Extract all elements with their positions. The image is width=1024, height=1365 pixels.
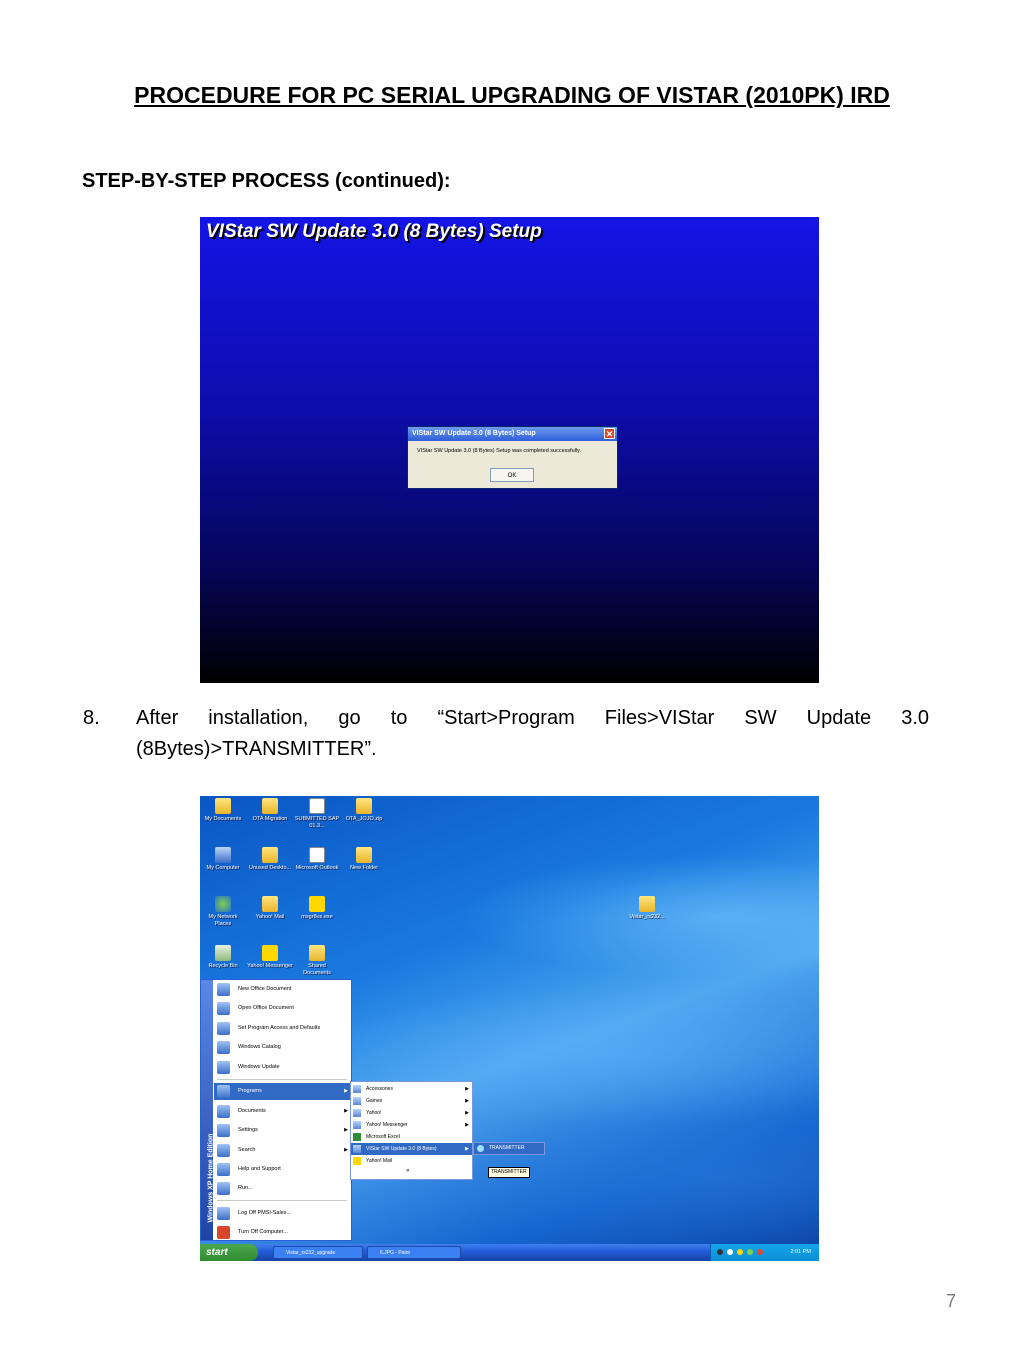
catalog-icon bbox=[217, 1041, 230, 1054]
chevron-right-icon: ▶ bbox=[344, 1088, 348, 1094]
documents-icon bbox=[217, 1105, 230, 1118]
menu-item-programs[interactable]: Programs ▶ bbox=[214, 1083, 351, 1100]
excel-file-icon bbox=[309, 798, 325, 814]
tooltip: TRANSMITTER bbox=[488, 1167, 530, 1178]
menu-item-open-office-document[interactable]: Open Office Document bbox=[214, 1000, 351, 1017]
start-button[interactable]: start bbox=[200, 1244, 258, 1261]
system-tray bbox=[710, 1244, 819, 1261]
menu-item-log-off[interactable]: Log Off PMSI-Sales... bbox=[214, 1205, 351, 1222]
step-number: 8. bbox=[83, 707, 100, 729]
folder-icon bbox=[639, 896, 655, 912]
desktop-icon-ota-jojo-zip[interactable]: OTA_JOJO.zip bbox=[341, 798, 387, 823]
folder-icon bbox=[262, 847, 278, 863]
recycle-bin-icon bbox=[215, 945, 231, 961]
menu-item-windows-catalog[interactable]: Windows Catalog bbox=[214, 1039, 351, 1056]
setup-complete-dialog bbox=[407, 426, 618, 489]
desktop-icon-recycle-bin[interactable]: Recycle Bin bbox=[200, 945, 246, 970]
dialog-title-bar bbox=[408, 427, 617, 441]
submenu-item-vistar[interactable]: VIStar SW Update 3.0 (8 Bytes) ▶ bbox=[351, 1143, 472, 1155]
desktop-icon-ota-migration[interactable]: OTA Migration bbox=[247, 798, 293, 823]
transmitter-icon bbox=[477, 1145, 484, 1152]
menu-divider bbox=[217, 1079, 347, 1080]
folder-icon bbox=[356, 847, 372, 863]
page-number: 7 bbox=[946, 1291, 957, 1311]
menu-item-new-office-document[interactable]: New Office Document bbox=[214, 981, 351, 998]
menu-item-help-support[interactable]: Help and Support bbox=[214, 1161, 351, 1178]
program-group-icon bbox=[353, 1145, 361, 1153]
program-group-icon bbox=[353, 1109, 361, 1117]
submenu-item-games[interactable]: Games ▶ bbox=[351, 1095, 472, 1107]
search-icon bbox=[217, 1144, 230, 1157]
desktop-icon-unused-desktop[interactable]: Unused Deskto... bbox=[247, 847, 293, 872]
dialog-title: VIStar SW Update 3.0 (8 Bytes) Setup bbox=[412, 430, 536, 437]
menu-item-documents[interactable]: Documents ▶ bbox=[214, 1103, 351, 1120]
setup-screenshot bbox=[200, 217, 819, 683]
vistar-submenu-item-transmitter[interactable]: TRANSMITTER bbox=[473, 1142, 545, 1155]
close-icon[interactable]: ✕ bbox=[605, 429, 614, 439]
desktop-icon-network-places[interactable]: My Network Places bbox=[200, 896, 246, 928]
submenu-item-yahoo[interactable]: Yahoo! ▶ bbox=[351, 1107, 472, 1119]
run-icon bbox=[217, 1182, 230, 1195]
desktop-icon-my-documents[interactable]: My Documents bbox=[200, 798, 246, 823]
computer-icon bbox=[215, 847, 231, 863]
page-title: PROCEDURE FOR PC SERIAL UPGRADING OF VISTAR (2010PK) IRD bbox=[134, 82, 890, 108]
mail-icon bbox=[262, 896, 278, 912]
program-group-icon bbox=[353, 1097, 361, 1105]
submenu-item-accessories[interactable]: Accessories ▶ bbox=[351, 1083, 472, 1095]
tray-icon[interactable] bbox=[727, 1249, 733, 1255]
outlook-icon bbox=[309, 847, 325, 863]
desktop-icon-my-computer[interactable]: My Computer bbox=[200, 847, 246, 872]
menu-divider bbox=[217, 1200, 347, 1201]
chevron-right-icon: ▶ bbox=[344, 1127, 348, 1133]
smiley-icon bbox=[309, 896, 325, 912]
start-menu-side-banner: Windows XP Home Edition bbox=[201, 980, 213, 1240]
excel-icon bbox=[353, 1133, 361, 1141]
power-icon bbox=[217, 1226, 230, 1239]
submenu-item-excel[interactable]: Microsoft Excel bbox=[351, 1131, 472, 1143]
start-menu bbox=[200, 979, 352, 1241]
folder-icon bbox=[262, 798, 278, 814]
tray-icon[interactable] bbox=[747, 1249, 753, 1255]
chevron-right-icon: ▶ bbox=[465, 1086, 469, 1092]
setup-heading: VIStar SW Update 3.0 (8 Bytes) Setup bbox=[206, 221, 542, 242]
help-icon bbox=[217, 1163, 230, 1176]
desktop-icon-outlook[interactable]: Microsoft Outlook bbox=[294, 847, 340, 872]
mail-icon bbox=[353, 1157, 361, 1165]
programs-icon bbox=[217, 1085, 230, 1098]
menu-item-windows-update[interactable]: Windows Update bbox=[214, 1059, 351, 1076]
tray-icon[interactable] bbox=[757, 1249, 763, 1255]
taskbar bbox=[200, 1244, 819, 1261]
program-access-icon bbox=[217, 1022, 230, 1035]
desktop-screenshot bbox=[200, 796, 819, 1261]
office-icon bbox=[217, 983, 230, 996]
menu-item-turn-off[interactable]: Turn Off Computer... bbox=[214, 1224, 351, 1241]
dialog-message: VIStar SW Update 3.0 (8 Bytes) Setup was completed successfully. bbox=[417, 448, 582, 454]
submenu-item-yahoo-mail[interactable]: Yahoo! Mail bbox=[351, 1155, 472, 1167]
tray-icon[interactable] bbox=[717, 1249, 723, 1255]
program-group-icon bbox=[353, 1085, 361, 1093]
ok-button[interactable]: OK bbox=[490, 468, 534, 482]
folder-icon bbox=[217, 1002, 230, 1015]
chevron-right-icon: ▶ bbox=[344, 1108, 348, 1114]
taskbar-button-paint[interactable]: 6.JPG - Paint bbox=[367, 1246, 461, 1259]
chevron-right-icon: ▶ bbox=[465, 1110, 469, 1116]
folder-icon bbox=[309, 945, 325, 961]
zip-folder-icon bbox=[356, 798, 372, 814]
tray-icon[interactable] bbox=[737, 1249, 743, 1255]
programs-submenu bbox=[350, 1081, 473, 1180]
update-icon bbox=[217, 1061, 230, 1074]
chevron-right-icon: ▶ bbox=[465, 1122, 469, 1128]
desktop-icon-new-folder[interactable]: New Folder bbox=[341, 847, 387, 872]
settings-icon bbox=[217, 1124, 230, 1137]
messenger-icon bbox=[262, 945, 278, 961]
menu-item-settings[interactable]: Settings ▶ bbox=[214, 1122, 351, 1139]
desktop-icon-submitted-sap[interactable]: SUBMITTED SAP 01.3... bbox=[294, 798, 340, 830]
section-subtitle: STEP-BY-STEP PROCESS (continued): bbox=[82, 170, 451, 192]
taskbar-clock: 2:01 PM bbox=[790, 1249, 811, 1255]
desktop-icon-vistar-rs232[interactable]: Vistar_rs232... bbox=[624, 896, 670, 921]
folder-icon bbox=[215, 798, 231, 814]
chevron-right-icon: ▶ bbox=[465, 1146, 469, 1152]
network-icon bbox=[215, 896, 231, 912]
menu-item-set-program-access[interactable]: Set Program Access and Defaults bbox=[214, 1020, 351, 1037]
menu-item-run[interactable]: Run... bbox=[214, 1180, 351, 1197]
expand-more-icon[interactable]: » bbox=[406, 1168, 410, 1174]
log-off-icon bbox=[217, 1207, 230, 1220]
chevron-right-icon: ▶ bbox=[344, 1147, 348, 1153]
menu-item-search[interactable]: Search ▶ bbox=[214, 1142, 351, 1159]
desktop-icon-yahoo-mail[interactable]: Yahoo! Mail bbox=[247, 896, 293, 921]
submenu-item-yahoo-messenger[interactable]: Yahoo! Messenger ▶ bbox=[351, 1119, 472, 1131]
taskbar-button-vistar-folder[interactable]: Vistar_rs232_upgrade bbox=[273, 1246, 363, 1259]
desktop-icon-shared-documents[interactable]: Shared Documents bbox=[294, 945, 340, 977]
program-group-icon bbox=[353, 1121, 361, 1129]
step-text: After installation, go to “Start>Program Files>VIStar SW Update 3.0 (8Bytes)>TRANSMITTER”. bbox=[136, 707, 929, 760]
chevron-right-icon: ▶ bbox=[465, 1098, 469, 1104]
desktop-icon-yahoo-messenger[interactable]: Yahoo! Messenger bbox=[247, 945, 293, 970]
desktop-icon-msgr-exe[interactable]: msgr8us.exe bbox=[294, 896, 340, 921]
